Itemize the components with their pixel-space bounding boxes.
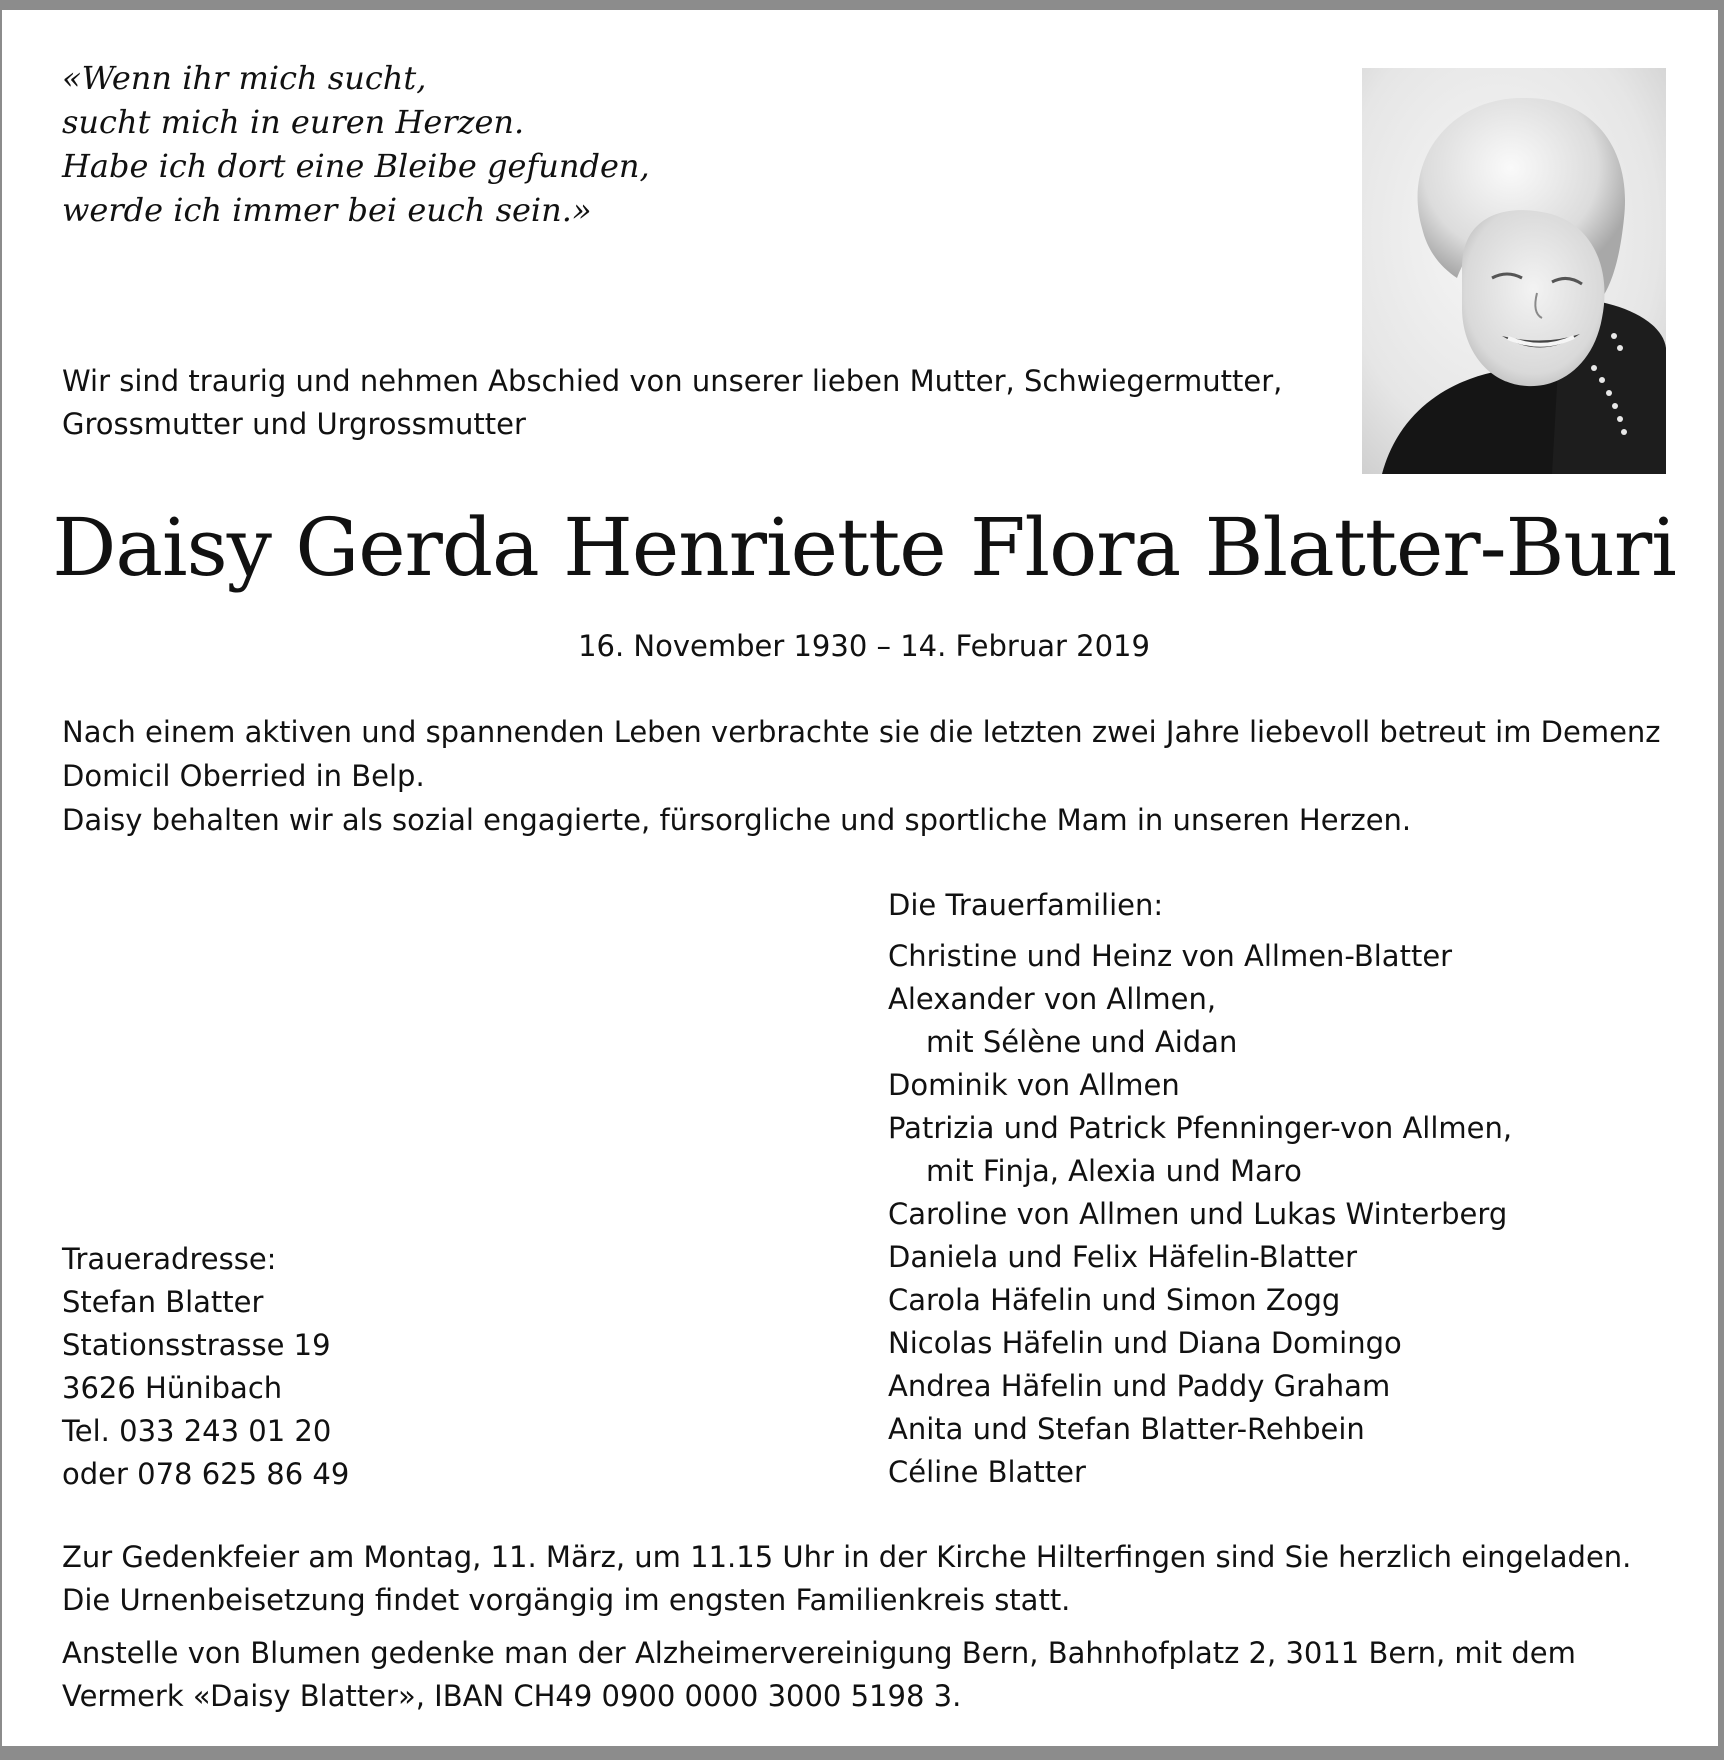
family-member: Caroline von Allmen und Lukas Winterberg [888,1197,1508,1231]
family-member: Céline Blatter [888,1455,1086,1489]
intro-line: Grossmutter und Urgrossmutter [62,407,526,441]
memorial-quote [62,56,650,232]
ceremony-line: Zur Gedenkfeier am Montag, 11. März, um 11.15 Uhr in der Kirche Hilterfingen sind Sie herzlich eingeladen. [62,1540,1632,1574]
family-member: mit Finja, Alexia und Maro [926,1154,1302,1188]
spacer [62,1622,1631,1632]
donation-line: Anstelle von Blumen gedenke man der Alzheimervereinigung Bern, Bahnhofplatz 2, 3011 Bern, mit dem [62,1636,1576,1670]
tribute-line: Nach einem aktiven und spannenden Leben verbrachte sie die letzten zwei Jahre liebevoll betreut im Demenz [62,715,1661,749]
mourning-families [888,884,1512,1494]
family-member: Patrizia und Patrick Pfenninger-von Allmen, [888,1111,1513,1145]
deceased-name: Daisy Gerda Henriette Flora Blatter-Buri [52,501,1676,594]
family-member: Dominik von Allmen [888,1068,1180,1102]
farewell-intro [62,360,1282,446]
family-member: Carola Häfelin und Simon Zogg [888,1283,1341,1317]
tribute-line: Daisy behalten wir als sozial engagierte, fürsorgliche und sportliche Mam in unseren Herzen. [62,803,1412,837]
quote-line: sucht mich in euren Herzen. [62,103,525,141]
address-city: 3626 Hünibach [62,1371,283,1405]
family-member: Andrea Häfelin und Paddy Graham [888,1369,1391,1403]
family-member: Anita und Stefan Blatter-Rehbein [888,1412,1365,1446]
intro-line: Wir sind traurig und nehmen Abschied von unserer lieben Mutter, Schwiegermutter, [62,364,1283,398]
mourning-address [62,1238,349,1496]
donation-line: Vermerk «Daisy Blatter», IBAN CH49 0900 0000 3000 5198 3. [62,1679,962,1713]
family-member: Nicolas Häfelin und Diana Domingo [888,1326,1402,1360]
tribute-text [62,710,1661,842]
closing-notice [62,1536,1631,1718]
quote-line: Habe ich dort eine Bleibe gefunden, [62,147,650,185]
life-dates: 16. November 1930 – 14. Februar 2019 [578,629,1150,663]
tribute-line: Domicil Oberried in Belp. [62,759,425,793]
family-member: Daniela und Felix Häfelin-Blatter [888,1240,1358,1274]
families-heading: Die Trauerfamilien: [888,888,1164,922]
ceremony-line: Die Urnenbeisetzung findet vorgängig im engsten Familienkreis statt. [62,1583,1071,1617]
family-member: Christine und Heinz von Allmen-Blatter [888,939,1453,973]
quote-line: «Wenn ihr mich sucht, [62,59,427,97]
address-phone-alt: oder 078 625 86 49 [62,1457,350,1491]
address-street: Stationsstrasse 19 [62,1328,331,1362]
family-member: Alexander von Allmen, [888,982,1217,1016]
address-label: Traueradresse: [62,1242,277,1276]
portrait-photo [1362,68,1666,474]
quote-line: werde ich immer bei euch sein.» [62,191,592,229]
family-member: mit Sélène und Aidan [926,1025,1238,1059]
address-name: Stefan Blatter [62,1285,264,1319]
address-phone: Tel. 033 243 01 20 [62,1414,332,1448]
